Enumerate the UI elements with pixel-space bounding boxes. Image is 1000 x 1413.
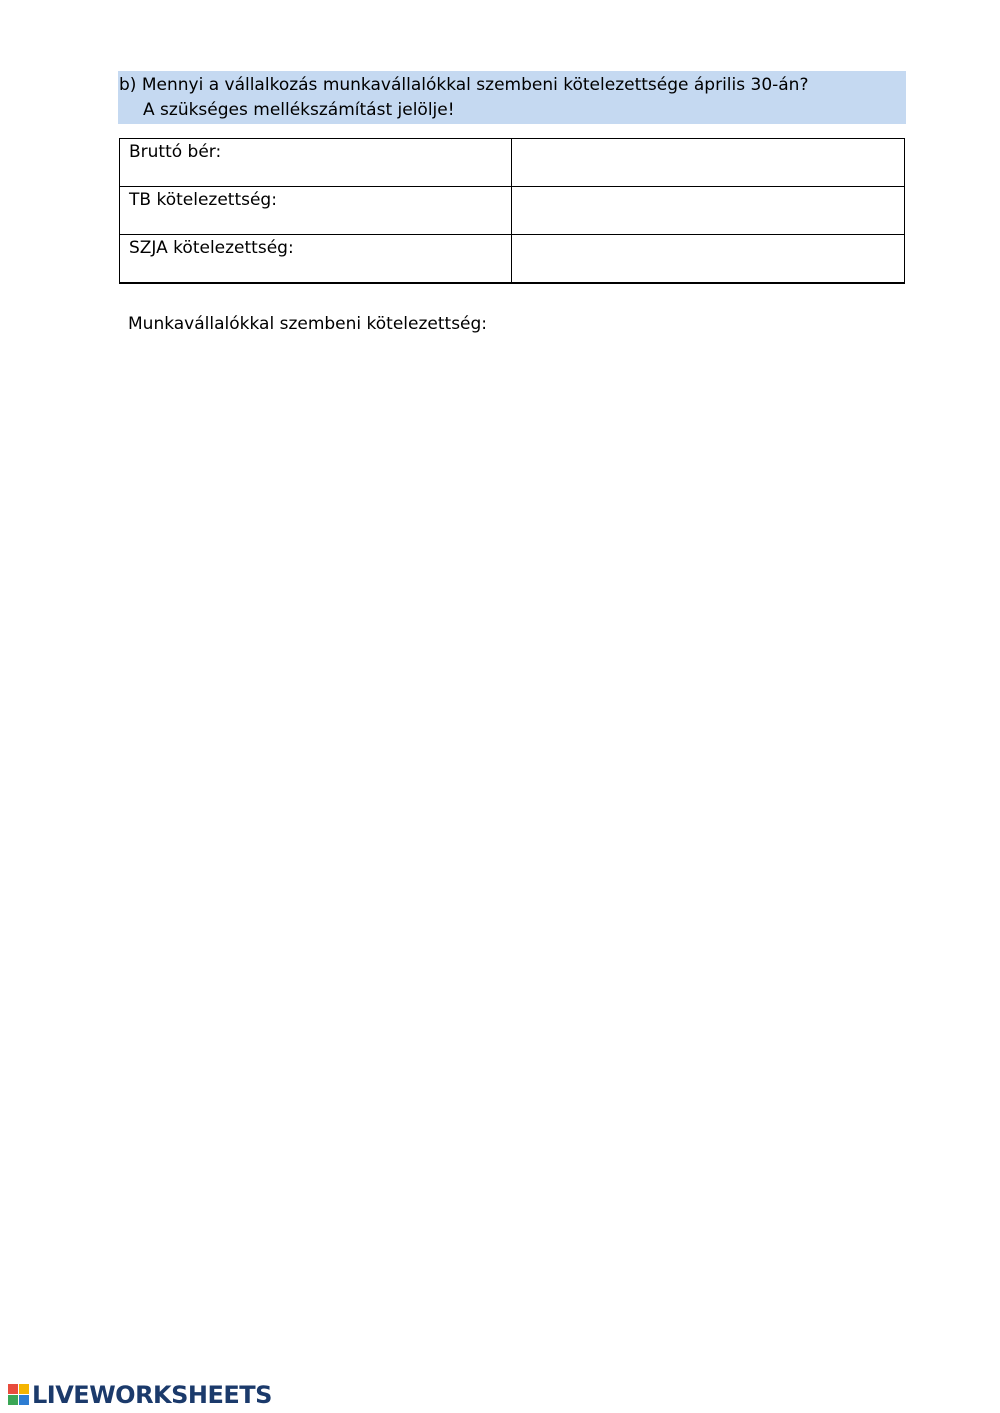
table-row <box>120 235 905 284</box>
logo-mark-icon <box>8 1384 30 1406</box>
gross-wage-answer-field[interactable] <box>512 139 905 187</box>
logo-text: LIVEWORKSHEETS <box>32 1381 272 1409</box>
szja-obligation-label: SZJA kötelezettség: <box>120 235 512 284</box>
table-row <box>120 187 905 235</box>
question-box <box>118 71 906 124</box>
szja-obligation-answer-field[interactable] <box>512 235 905 284</box>
table-row <box>120 139 905 187</box>
answer-table <box>119 138 905 284</box>
total-obligation-label: Munkavállalókkal szembeni kötelezettség: <box>128 314 488 334</box>
tb-obligation-answer-field[interactable] <box>512 187 905 235</box>
tb-obligation-label: TB kötelezettség: <box>120 187 512 235</box>
question-instruction: A szükséges mellékszámítást jelölje! <box>143 100 455 120</box>
gross-wage-label: Bruttó bér: <box>120 139 512 187</box>
liveworksheets-logo <box>8 1383 272 1407</box>
question-text: b) Mennyi a vállalkozás munkavállalókkal szembeni kötelezettsége április 30-án? <box>119 75 809 95</box>
